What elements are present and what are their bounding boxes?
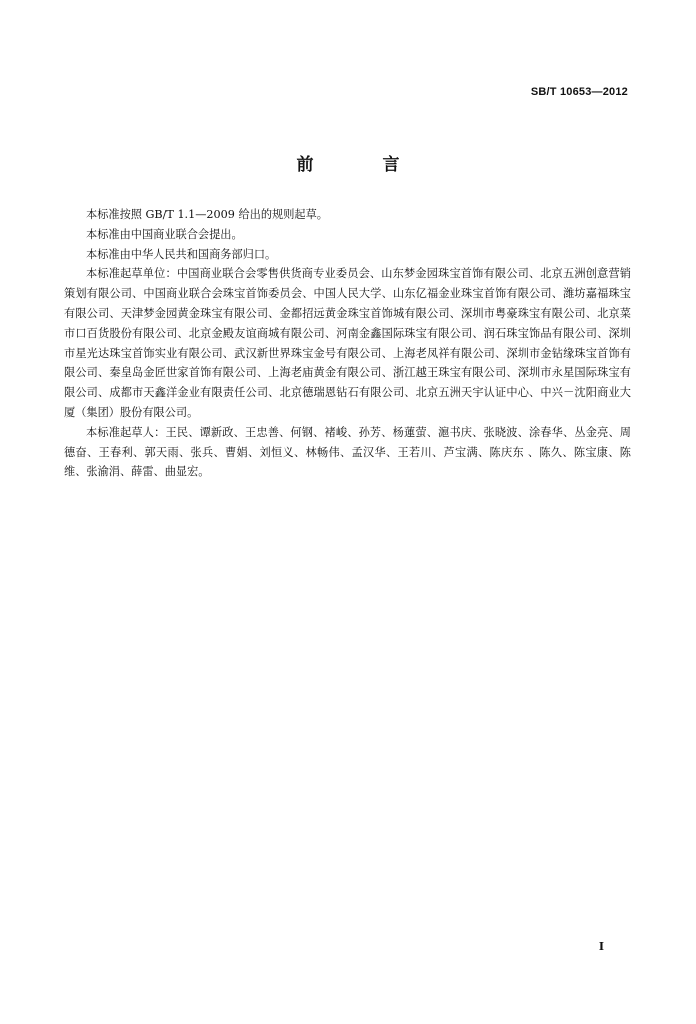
paragraph-drafting-rules: 本标准按照 GB/T 1.1—2009 给出的规则起草。	[86, 208, 328, 221]
paragraph-drafting-units: 本标准起草单位：中国商业联合会零售供货商专业委员会、山东梦金园珠宝首饰有限公司、北京五洲创意营销策划有限公司、中国商业联合会珠宝首饰委员会、中国人民大学、山东亿福金业珠宝首饰有限公司、潍坊嘉福珠宝有限公司、天津梦金园黄金珠宝有限公司、金都招远黄金珠宝首饰城有限公司、深圳市粤豪珠宝有限公司、北京菜市口百货股份有限公司、北京金殿友谊商城有限公司、河南金鑫国际珠宝有限公司、润石珠宝饰品有限公司、深圳市星光达珠宝首饰实业有限公司、武汉新世界珠宝金号有限公司、上海老凤祥有限公司、深圳市金钻缘珠宝首饰有限公司、秦皇岛金匠世家首饰有限公司、上海老庙黄金有限公司、浙江越王珠宝有限公司、深圳市永星国际珠宝有限公司、成都市天鑫洋金业有限责任公司、北京德瑞恩钻石有限公司、北京五洲天宇认证中心、中兴－沈阳商业大厦（集团）股份有限公司。	[64, 267, 631, 419]
page-title: 前 言	[296, 155, 426, 175]
standard-code: SB/T 10653—2012	[530, 86, 628, 98]
foreword-body	[64, 205, 631, 482]
paragraph-administrator: 本标准由中华人民共和国商务部归口。	[86, 247, 277, 261]
paragraph-proposer: 本标准由中国商业联合会提出。	[86, 227, 243, 241]
page-number: I	[598, 940, 604, 953]
paragraph-drafters: 本标准起草人：王民、谭新政、王忠善、何钢、褚峻、孙芳、杨蓮萤、滬书庆、张晓波、涂春华、丛金亮、周德奋、王春利、郭天雨、张兵、曹娟、刘恒义、林畅伟、孟汉华、王若川、芦宝满、陈庆东 、陈久、陈宝康、陈维、张渝涓、薛雷、曲显宏。	[64, 425, 631, 479]
